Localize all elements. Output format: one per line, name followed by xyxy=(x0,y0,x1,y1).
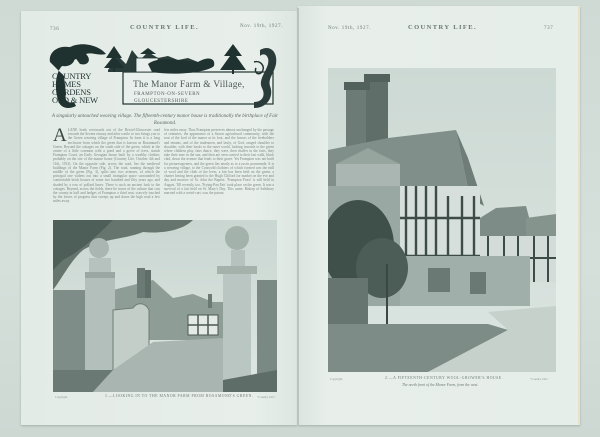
left-photo-copyright: Copyright. xyxy=(55,395,68,399)
article-title: The Manor Farm & Village, xyxy=(133,80,245,90)
body-column-1-text: LANE leads westwards out of the Bristol-Gloucester road towards the Severn estuary and after a mile or two brings you to the Green weaving village of Frampton. In form it is a long enclosure from which the green that is known as Rosamund's Green. Beyond the cottages on the south side of the green, which in the centre of a little common with a pond and a grove of trees, stands Frampton Court, an Early Georgian house built by a wealthy clothier, probably on the site of the manor house (Country Life, October 4th and 11th, 1913). On the opposite side, across the road, lies the medieval buildings of the Manor Farm (Fig. 2). The road, running through the middle of the green (Fig. 3), splits into two avenues, of which the principal one widens out into a small triangular space surrounded by comfortable brick houses of some two hundred and fifty years ago, and shaded by a row of pollard limes. There is such an ancient look to the cottages. Beyond, across the fields, there lie traces of the culture that cuts the county in half and hedges of Frampton a third seat, scarcely touched by the forces of progress that sweeps up and down the high road a few miles away. xyxy=(53,128,160,204)
photo-gate-piers xyxy=(53,220,277,392)
binding-gutter xyxy=(297,8,299,425)
left-date: Nov. 19th, 1927. xyxy=(240,24,284,29)
right-page-number: 737 xyxy=(544,26,554,31)
left-masthead: COUNTRY LIFE. xyxy=(130,24,200,31)
dropcap: A xyxy=(53,128,67,146)
right-photo-copyright: Copyright. xyxy=(330,377,343,381)
right-photo-subcaption: The north front of the Manor Farm, from the west. xyxy=(402,383,479,387)
body-column-2-text: few miles away. Thus Frampton preserves almost unchanged by the passage of centuries, the appearance of a Saxon agricultural community, with the seat of the lord of the manor at its foot, and the houses of the freeholders and tenants, and of the tradesmen, and lastly, of God, ranged shoulder to shoulder, with their backs to the outer world, looking inwards to the green where children play, fairs dance, they were, then chaffer in the fairs, they take their ease in the sun, and then are seen carried to their last walk, black clad, down the avenue that leads to their grave. Yet Frampton was not built for picturesqueness, and the green lies nearly as to a rustic promenade. It is a weaving village, to the Cotswold clothiers of which formed was the mill of wool and the cloth of the lever, a fair has been held on the green, a charter having been granted to the Hugh Clifford for market on the eve and day and morrow of St. John the Baptist. 'Frampton Feast' is still held in August. Till recently, too, 'Frying-Pan Fair' took place on the green. It was a survival of a fair held on St. Mary's Day. This same, Bishop of Salisbury married with a weird-cart, was the patron. xyxy=(164,128,274,196)
location-line-2: GLOUCESTERSHIRE xyxy=(134,99,189,104)
right-date: Nov. 19th, 1927. xyxy=(328,26,372,31)
right-photo-caption: 2.—A FIFTEENTH-CENTURY WOOL-GROWER'S HOUSE. xyxy=(385,376,504,380)
series-title-line-4: OLD & NEW xyxy=(52,95,98,105)
left-photo-caption: 1.—LOOKING IN TO THE MANOR FARM FROM ROSAMOND'S GREEN. xyxy=(105,394,254,398)
series-title xyxy=(52,72,122,104)
body-column-1 xyxy=(53,128,160,217)
body-column-2 xyxy=(164,128,274,217)
left-photo-credit: "Country Life." xyxy=(257,395,276,399)
article-deck: A singularly untouched weaving village. The fifteenth-century manor house is traditionally the birthplace of Fair Rosamond. xyxy=(51,114,279,126)
right-masthead: COUNTRY LIFE. xyxy=(408,24,478,31)
photo-manor-house xyxy=(328,68,556,372)
left-page-number: 736 xyxy=(50,27,60,32)
location-line-1: FRAMPTON-ON-SEVERN xyxy=(134,92,201,97)
series-title-line-3: GARDENS xyxy=(52,87,91,97)
series-title-line-2: HOMES xyxy=(52,79,81,89)
series-title-line-1: COUNTRY xyxy=(52,71,92,81)
right-photo-credit: "Country Life." xyxy=(530,377,549,381)
